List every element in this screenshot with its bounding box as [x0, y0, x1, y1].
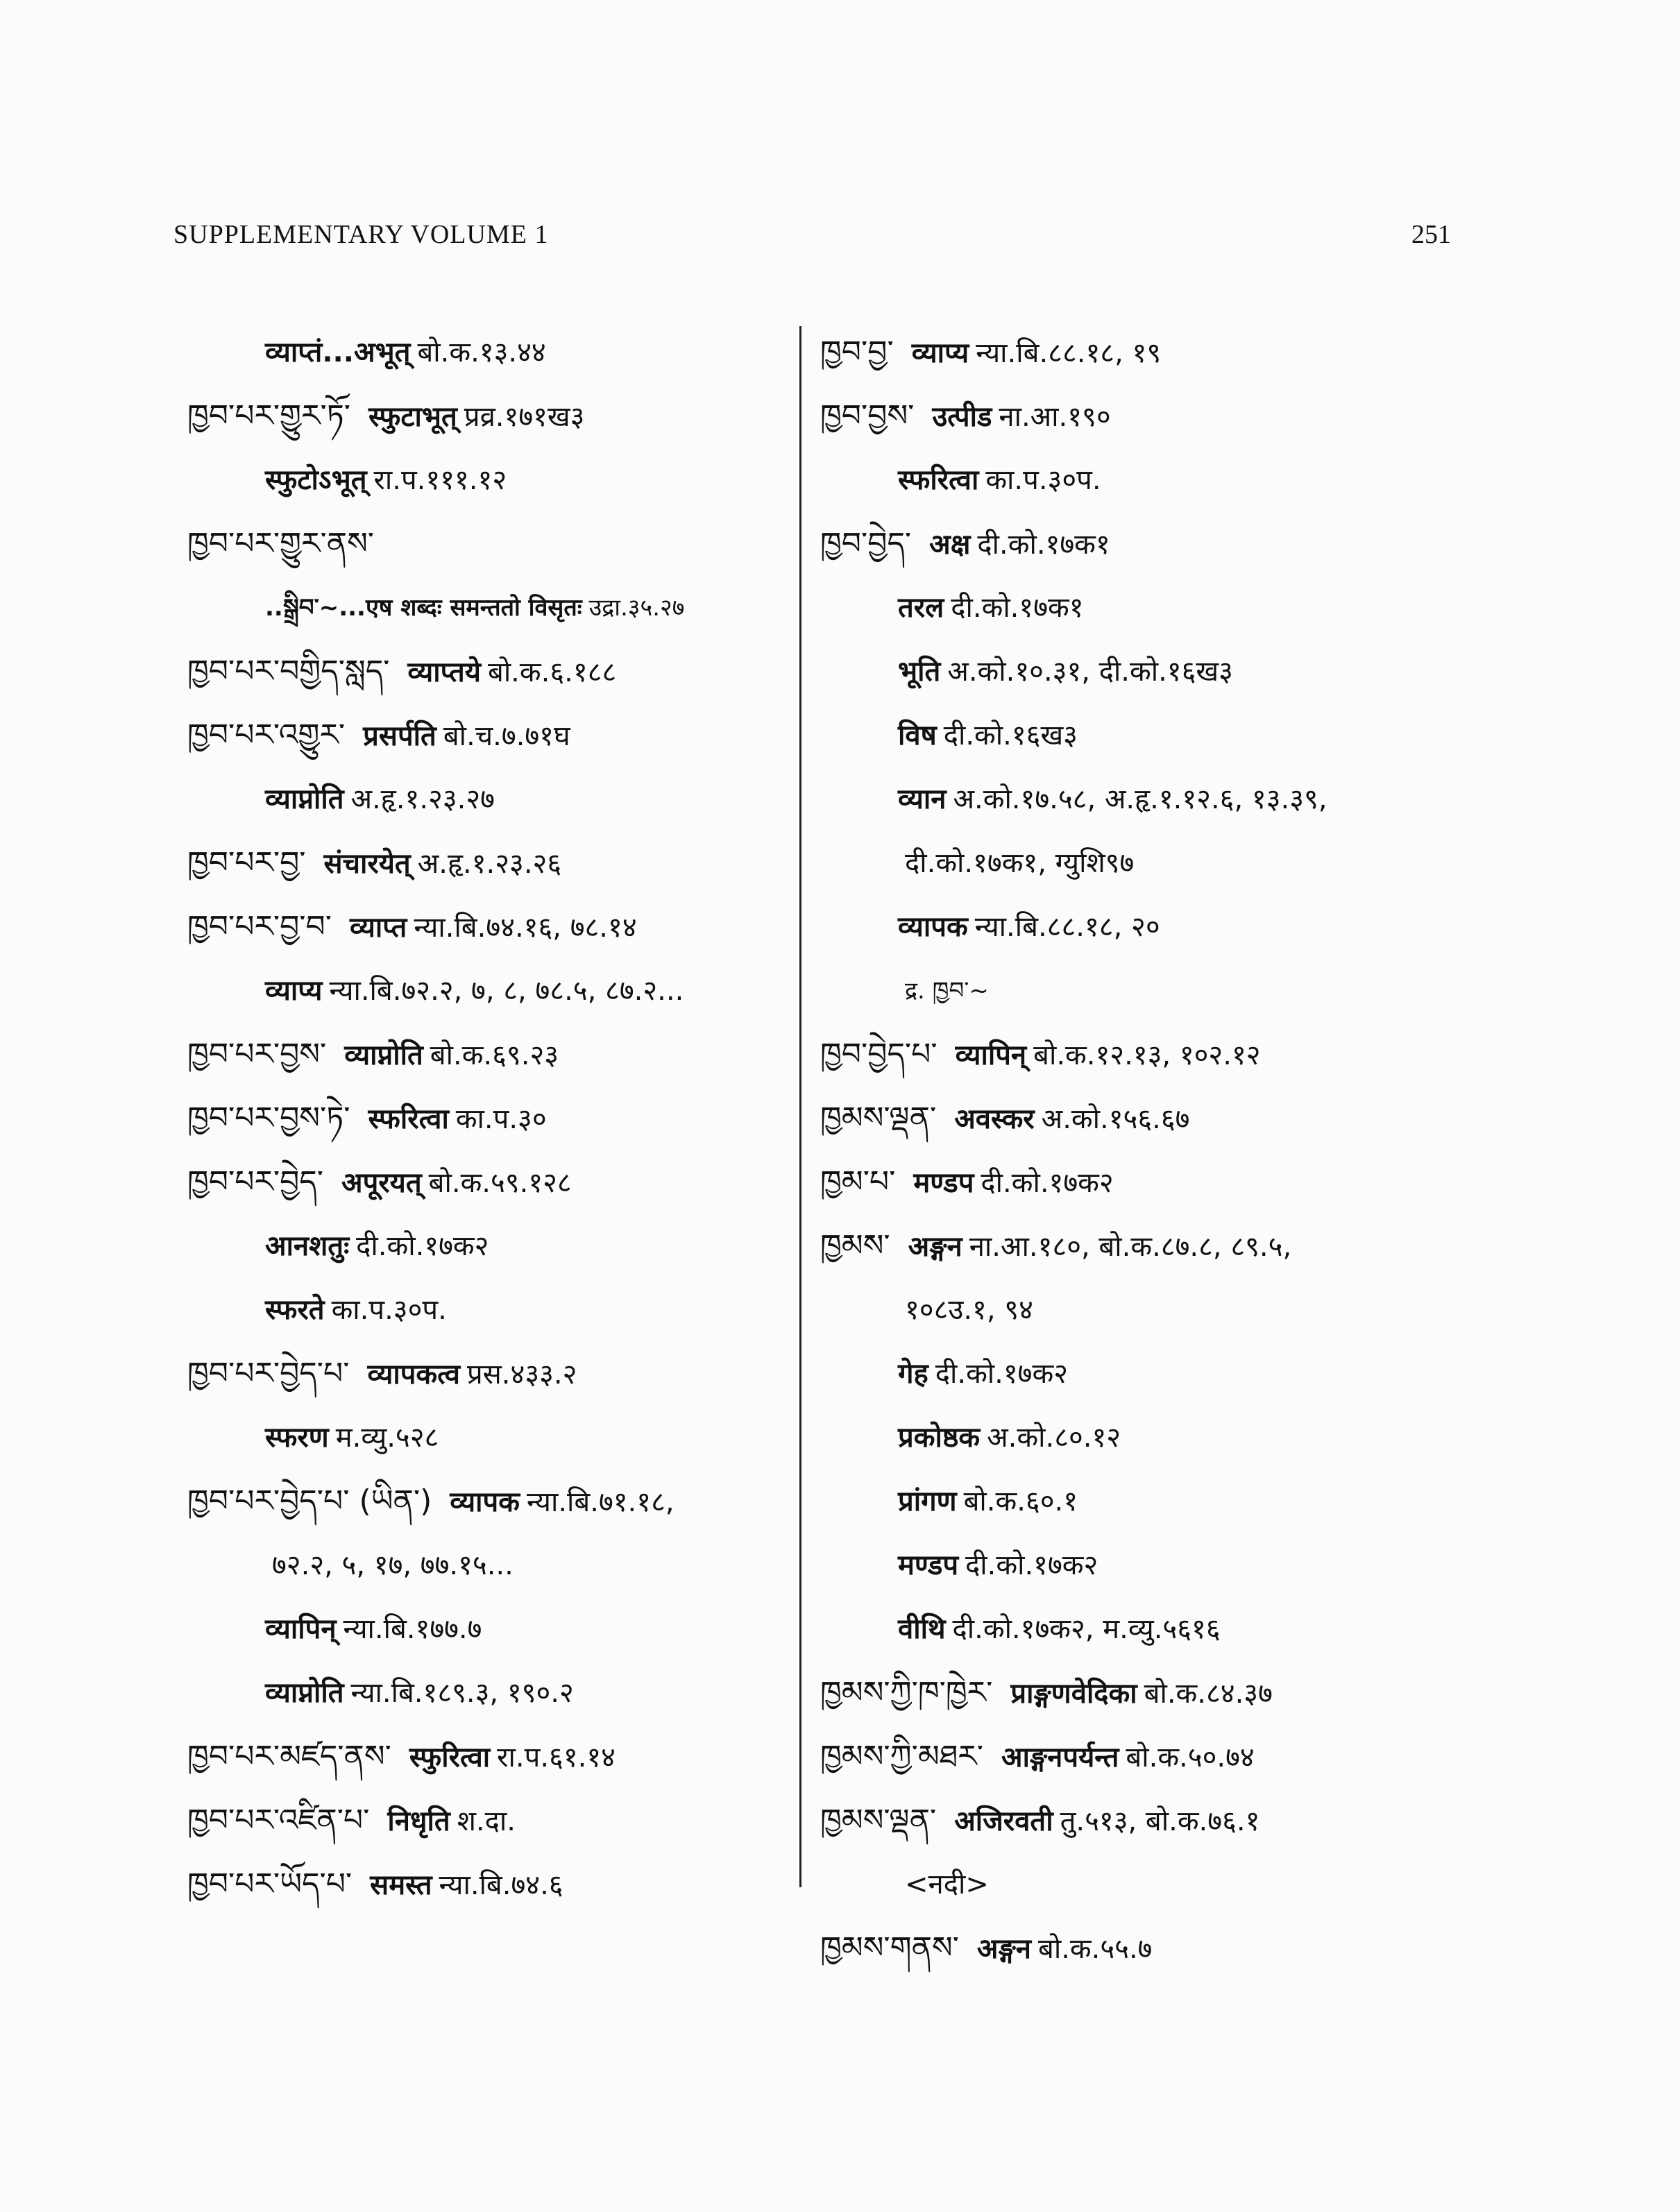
dictionary-entry	[820, 1406, 1431, 1470]
tibetan-headword: ཁྱམས་	[820, 1228, 890, 1264]
running-title: SUPPLEMENTARY VOLUME 1	[173, 220, 549, 249]
dictionary-entry	[820, 1597, 1431, 1661]
sanskrit-equivalent: प्रांगण	[898, 1486, 957, 1517]
tibetan-headword: ཁྱབ་བྱས་	[820, 398, 915, 434]
tibetan-headword: ཁྱབ་པར་བྱ་བ་	[187, 909, 332, 944]
dictionary-entry	[820, 1023, 1431, 1087]
tibetan-headword: ཁྱབ་པར་འཛིན་པ་	[187, 1803, 370, 1838]
tibetan-headword: ཁྱབ་པར་བགྱིད་སླད་	[187, 654, 390, 689]
source-reference: दी.को.१७क१	[951, 592, 1084, 624]
source-reference: बो.क.६९.२३	[430, 1039, 559, 1071]
sanskrit-equivalent: वीथि	[898, 1613, 946, 1645]
sanskrit-equivalent: प्रसर्पति	[363, 720, 436, 752]
tibetan-headword: ཁྱབ་བྱ་	[820, 334, 894, 370]
tibetan-headword: ཁྱམས་ལྡན་	[820, 1100, 937, 1136]
source-reference: न्या.बि.१८९.३, १९०.२	[350, 1677, 574, 1709]
source-reference: बो.क.६.१८८	[487, 656, 617, 688]
sanskrit-equivalent: व्याप्नोति	[344, 1039, 423, 1071]
source-reference: न्या.बि.७४.१६, ७८.१४	[414, 912, 637, 944]
dictionary-entry	[187, 895, 784, 959]
sanskrit-equivalent: व्याप्नोति	[265, 1677, 344, 1709]
dictionary-entry	[187, 1023, 784, 1087]
source-reference: दी.को.१७क२	[356, 1230, 489, 1262]
sanskrit-equivalent: स्फुरित्वा	[409, 1742, 491, 1773]
dictionary-entry	[820, 1916, 1431, 1980]
source-reference: बो.क.१२.१३, १०२.१२	[1033, 1039, 1261, 1071]
source-reference: बो.क.१३.४४	[417, 337, 546, 368]
dictionary-entry	[820, 321, 1431, 384]
dictionary-entry	[820, 512, 1431, 576]
right-column	[820, 321, 1431, 1980]
dictionary-entry	[187, 640, 784, 704]
source-reference: बो.क.५९.१२८	[428, 1167, 572, 1199]
tibetan-headword: ཁྱམས་ཀྱི་ཁ་ཁྱེར་	[820, 1675, 993, 1710]
source-reference: बो.क.५०.७४	[1126, 1742, 1255, 1773]
dictionary-entry	[820, 1087, 1431, 1150]
sanskrit-equivalent: व्याप्तं...अभूत्	[265, 337, 411, 368]
sanskrit-equivalent: अजिरवती	[954, 1805, 1053, 1837]
sanskrit-equivalent: ..སྒྲིབ་~...एष शब्दः समन्ततो विसृतः	[265, 594, 582, 622]
dictionary-entry	[187, 576, 784, 640]
source-reference: बो.क.६०.१	[963, 1486, 1078, 1517]
dictionary-entry	[820, 959, 1431, 1023]
source-reference: बो.क.८४.३७	[1144, 1678, 1273, 1710]
source-reference: न्या.बि.८८.१८, २०	[974, 911, 1160, 943]
source-reference: <नदी>	[905, 1869, 989, 1900]
dictionary-entry	[187, 321, 784, 384]
sanskrit-equivalent: तरल	[898, 592, 944, 624]
sanskrit-equivalent: अक्ष	[929, 529, 971, 561]
dictionary-entry	[187, 1342, 784, 1406]
sanskrit-equivalent: गेह	[898, 1358, 928, 1390]
sanskrit-equivalent: अङ्गन	[976, 1933, 1031, 1965]
column-divider	[799, 326, 801, 1887]
dictionary-entry	[820, 1661, 1431, 1725]
dictionary-entry	[187, 1597, 784, 1661]
dictionary-entry	[820, 895, 1431, 959]
source-reference: दी.को.१७क२, म.व्यु.५६१६	[952, 1613, 1221, 1645]
sanskrit-equivalent: व्याप्त	[350, 912, 407, 944]
sanskrit-equivalent: स्फुटाभूत्	[368, 401, 457, 433]
tibetan-headword: ཁྱབ་པར་བྱེད་པ་	[187, 1356, 350, 1391]
source-reference: अ.हृ.१.२३.२६	[417, 848, 562, 880]
sanskrit-equivalent: व्यापिन्	[955, 1039, 1027, 1071]
sanskrit-equivalent: स्फुटोऽभूत्	[265, 464, 367, 496]
dictionary-entry	[187, 512, 784, 576]
sanskrit-equivalent: स्फरित्वा	[368, 1103, 449, 1135]
source-reference: उद्रा.३५.२७	[588, 594, 685, 622]
sanskrit-equivalent: व्यापकत्व	[367, 1359, 460, 1390]
source-reference: रा.प.१११.१२	[373, 464, 507, 496]
dictionary-entry	[187, 767, 784, 831]
tibetan-headword: ཁྱབ་པར་བྱེད་པ་ (ཡིན་)	[187, 1483, 432, 1519]
source-reference: दी.को.१६ख३	[943, 720, 1078, 751]
tibetan-headword: ཁྱབ་པར་བྱ་	[187, 845, 306, 880]
source-reference: न्या.बि.७२.२, ७, ८, ७८.५, ८७.२...	[329, 975, 684, 1007]
tibetan-headword: ཁྱབ་པར་གྱུར་ཏོ་	[187, 398, 350, 434]
source-reference: दी.को.१७क२	[935, 1358, 1068, 1390]
dictionary-entry	[820, 1533, 1431, 1597]
tibetan-headword: ཁྱམས་ཀྱི་མཐར་	[820, 1739, 983, 1774]
dictionary-entry	[187, 1406, 784, 1470]
dictionary-entry	[187, 1661, 784, 1725]
dictionary-entry	[187, 1533, 784, 1597]
dictionary-entry	[187, 1214, 784, 1278]
dictionary-entry	[187, 1725, 784, 1789]
source-reference: न्या.बि.१७७.७	[343, 1613, 482, 1645]
source-reference: १०८उ.१, ९४	[905, 1294, 1033, 1326]
tibetan-headword: ཁྱབ་པར་བྱས་	[187, 1037, 327, 1072]
source-reference: बो.क.५५.७	[1038, 1933, 1153, 1965]
sanskrit-equivalent: भूति	[898, 656, 941, 688]
tibetan-headword: ཁྱབ་པར་ཡོད་པ་	[187, 1866, 353, 1902]
source-reference: दी.को.१७क१	[977, 529, 1110, 561]
source-reference: दी.को.१७क२	[965, 1549, 1098, 1581]
sanskrit-equivalent: स्फरते	[265, 1294, 325, 1326]
dictionary-entry	[187, 1087, 784, 1150]
dictionary-entry	[187, 1470, 784, 1533]
sanskrit-equivalent: व्याप्नोति	[265, 783, 344, 815]
source-reference: ना.आ.१९०	[999, 401, 1111, 433]
dictionary-entry	[187, 1789, 784, 1853]
sanskrit-equivalent: मण्डप	[913, 1167, 974, 1199]
source-reference: द्र. ཁྱབ་~	[905, 977, 989, 1005]
source-reference: न्या.बि.८८.१८, १९	[976, 337, 1162, 369]
sanskrit-equivalent: निधृति	[387, 1805, 450, 1837]
dictionary-entry	[820, 767, 1431, 831]
source-reference: दी.को.१७क१, ग्युशि९७	[905, 847, 1135, 879]
dictionary-entry	[187, 1150, 784, 1214]
source-reference: का.प.३०प.	[331, 1294, 447, 1326]
source-reference: का.प.३०प.	[985, 464, 1101, 496]
dictionary-entry	[820, 704, 1431, 767]
source-reference: अ.को.१५६.६७	[1041, 1103, 1190, 1135]
dictionary-entry	[187, 1853, 784, 1916]
source-reference: अ.हृ.१.२३.२७	[350, 783, 495, 815]
sanskrit-equivalent: स्फरित्वा	[898, 464, 979, 496]
source-reference: का.प.३०	[455, 1103, 547, 1135]
sanskrit-equivalent: प्राङ्गणवेदिका	[1010, 1678, 1137, 1710]
sanskrit-equivalent: व्यापक	[450, 1486, 520, 1518]
sanskrit-equivalent: व्यापक	[898, 911, 968, 943]
sanskrit-equivalent: आङ्गनपर्यन्त	[1001, 1742, 1119, 1773]
tibetan-headword: ཁྱམས་གནས་	[820, 1930, 959, 1966]
dictionary-entry	[820, 640, 1431, 704]
source-reference: अ.को.८०.१२	[987, 1422, 1121, 1454]
source-reference: प्रस.४३३.२	[467, 1359, 577, 1390]
sanskrit-equivalent: व्यापिन्	[265, 1613, 337, 1645]
sanskrit-equivalent: व्यान	[898, 783, 947, 815]
dictionary-entry	[820, 1853, 1431, 1916]
dictionary-entry	[187, 831, 784, 895]
tibetan-headword: ཁྱབ་པར་མཛད་ནས་	[187, 1739, 391, 1774]
tibetan-headword: ཁྱབ་པར་འགྱུར་	[187, 717, 346, 753]
dictionary-entry	[820, 576, 1431, 640]
left-column	[187, 321, 784, 1916]
sanskrit-equivalent: अपूरयत्	[341, 1167, 422, 1199]
dictionary-entry	[820, 1214, 1431, 1278]
source-reference: श.दा.	[457, 1805, 516, 1837]
source-reference: प्रव्र.१७१ख३	[464, 401, 585, 433]
sanskrit-equivalent: अवस्कर	[954, 1103, 1035, 1135]
dictionary-entry	[187, 1278, 784, 1342]
dictionary-entry	[820, 448, 1431, 512]
tibetan-headword: ཁྱབ་བྱེད་	[820, 526, 912, 561]
source-reference: अ.को.१०.३१, दी.को.१६ख३	[947, 656, 1233, 688]
source-reference: दी.को.१७क२	[981, 1167, 1114, 1199]
dictionary-entry	[820, 384, 1431, 448]
source-reference: तु.५१३, बो.क.७६.१	[1060, 1805, 1260, 1837]
sanskrit-equivalent: विष	[898, 720, 937, 751]
dictionary-entry	[820, 1470, 1431, 1533]
sanskrit-equivalent: समस्त	[370, 1869, 432, 1901]
tibetan-headword: ཁྱབ་པར་བྱེད་	[187, 1164, 324, 1200]
dictionary-entry	[187, 384, 784, 448]
tibetan-headword: ཁྱམ་པ་	[820, 1164, 896, 1200]
tibetan-headword: ཁྱབ་པར་གྱུར་ནས་	[187, 526, 375, 561]
sanskrit-equivalent: प्रकोष्ठक	[898, 1422, 981, 1454]
dictionary-entry	[187, 959, 784, 1023]
page-number: 251	[1411, 220, 1451, 249]
sanskrit-equivalent: व्याप्य	[911, 337, 969, 369]
sanskrit-equivalent: स्फरण	[265, 1422, 329, 1454]
sanskrit-equivalent: अङ्गन	[908, 1231, 962, 1263]
source-reference: अ.को.१७.५८, अ.हृ.१.१२.६, १३.३९,	[953, 783, 1327, 815]
sanskrit-equivalent: व्याप्तये	[407, 656, 481, 688]
page-header	[173, 219, 1451, 261]
source-reference: ७२.२, ५, १७, ७७.१५...	[272, 1549, 514, 1581]
dictionary-entry	[820, 1789, 1431, 1853]
dictionary-entry	[820, 1278, 1431, 1342]
source-reference: न्या.बि.७४.६	[439, 1869, 563, 1901]
sanskrit-equivalent: मण्डप	[898, 1549, 959, 1581]
sanskrit-equivalent: संचारयेत्	[323, 848, 411, 880]
source-reference: म.व्यु.५२८	[335, 1422, 439, 1454]
source-reference: ना.आ.१८०, बो.क.८७.८, ८९.५,	[969, 1231, 1292, 1263]
source-reference: न्या.बि.७१.१८,	[526, 1486, 674, 1518]
sanskrit-equivalent: आनशतुः	[265, 1230, 350, 1262]
dictionary-entry	[820, 1150, 1431, 1214]
dictionary-entry	[820, 1342, 1431, 1406]
source-reference: बो.च.७.७१घ	[443, 720, 570, 752]
sanskrit-equivalent: व्याप्य	[265, 975, 323, 1007]
sanskrit-equivalent: उत्पीड	[932, 401, 992, 433]
dictionary-entry	[820, 1725, 1431, 1789]
dictionary-entry	[820, 831, 1431, 895]
dictionary-entry	[187, 448, 784, 512]
tibetan-headword: ཁྱབ་བྱེད་པ་	[820, 1037, 937, 1072]
dictionary-entry	[187, 704, 784, 767]
tibetan-headword: ཁྱབ་པར་བྱས་ཏེ་	[187, 1100, 350, 1136]
source-reference: रा.प.६१.१४	[497, 1742, 616, 1773]
tibetan-headword: ཁྱམས་ལྡན་	[820, 1803, 937, 1838]
